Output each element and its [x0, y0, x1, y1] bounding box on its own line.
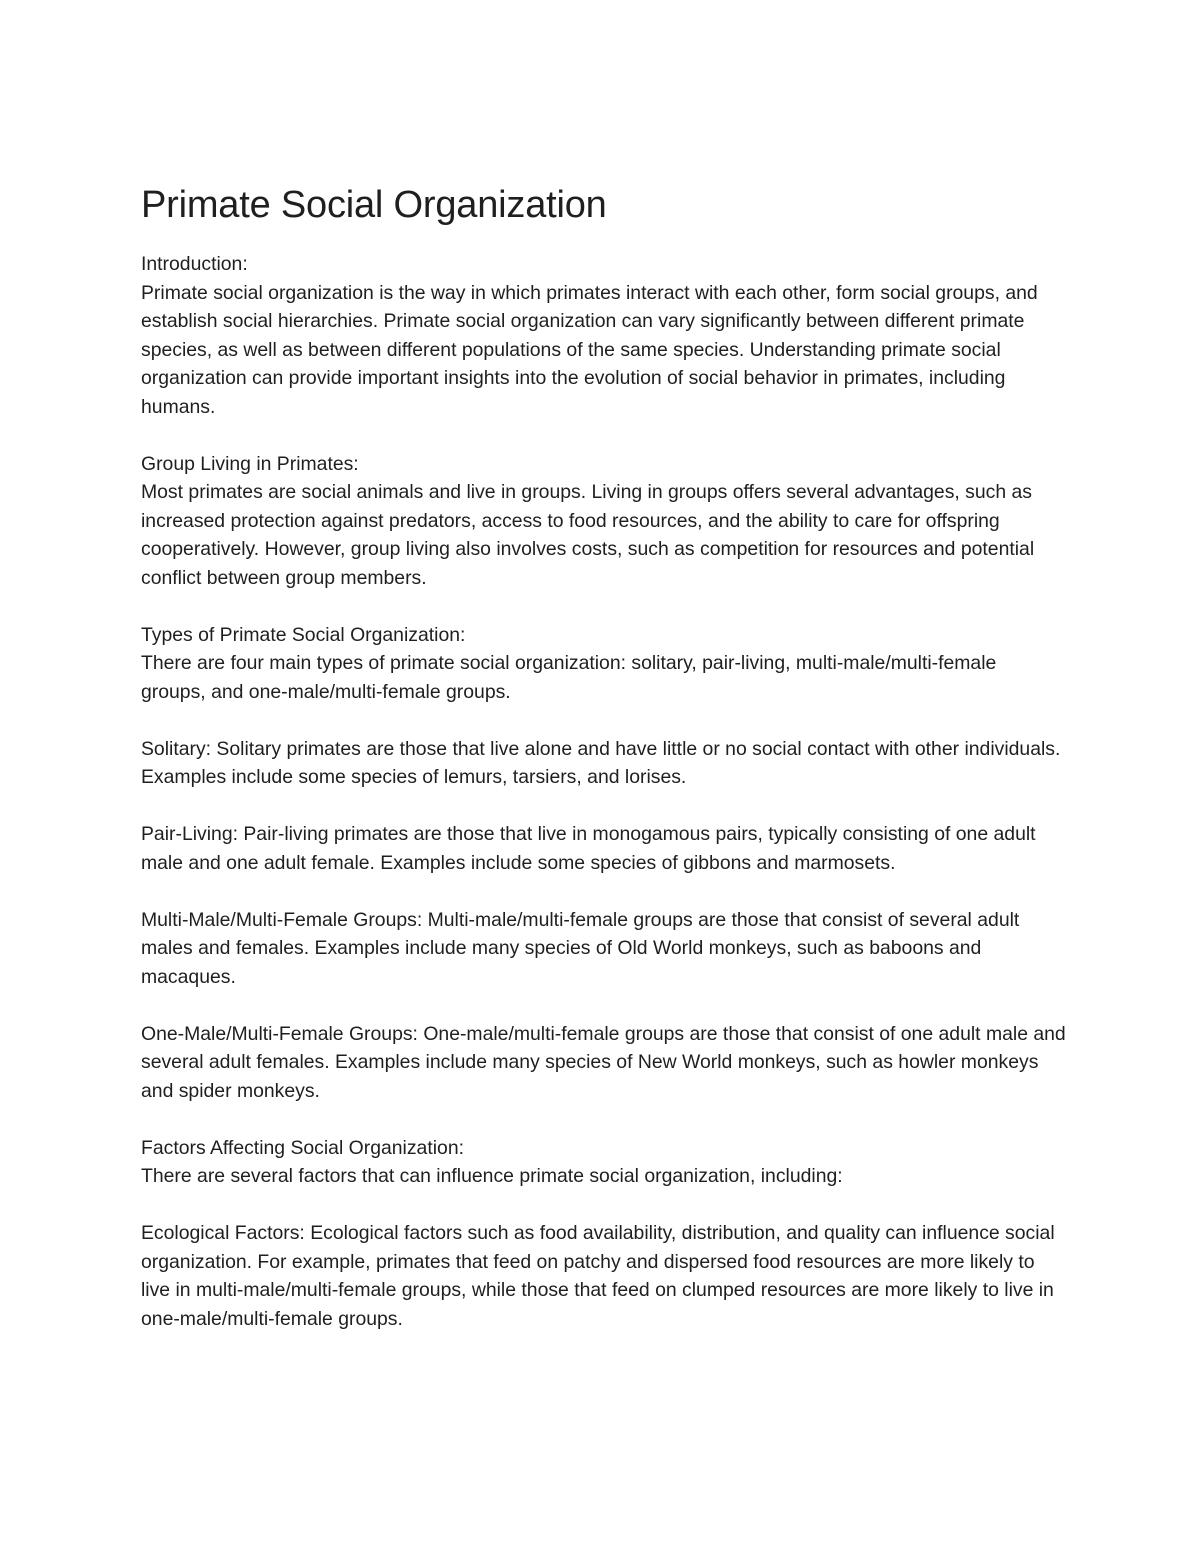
paragraph-solitary: [141, 735, 1066, 792]
section-body: Multi-Male/Multi-Female Groups: Multi-male/multi-female groups are those that consist of several adult males and females. Examples include many species of Old World monkeys, such as baboons and macaques.: [141, 908, 1020, 988]
paragraph-multi-male-multi-female: [141, 906, 1066, 992]
section-heading: Group Living in Primates:: [141, 452, 359, 475]
section-body: Solitary: Solitary primates are those that live alone and have little or no social contact with other individuals. Examples include some species of lemurs, tarsiers, and lorises.: [141, 737, 1061, 788]
paragraph-ecological-factors: [141, 1219, 1066, 1333]
document-page: [141, 182, 1066, 1362]
section-body: Primate social organization is the way in which primates interact with each other, form social groups, and establish social hierarchies. Primate social organization can vary significantly between different primate species, as well as between different populations of the same species. Understanding primate social organization can provide important insights into the evolution of social behavior in primates, including humans.: [141, 281, 1038, 418]
section-heading: Introduction:: [141, 253, 248, 275]
section-body: Ecological Factors: Ecological factors such as food availability, distribution, and quality can influence social organization. For example, primates that feed on patchy and dispersed food resources are more likely to live in multi-male/multi-female groups, while those that feed on clumped resources are more likely to live in one-male/multi-female groups.: [141, 1222, 1055, 1330]
section-body: There are several factors that can influence primate social organization, including:: [141, 1165, 843, 1187]
paragraph-pair-living: [141, 820, 1066, 877]
section-heading: Types of Primate Social Organization:: [141, 623, 466, 646]
section-body: One-Male/Multi-Female Groups: One-male/multi-female groups are those that consist of one adult male and several adult females. Examples include many species of New World monkeys, such as howler monkeys and spider monkeys.: [141, 1022, 1066, 1102]
section-body: There are four main types of primate social organization: solitary, pair-living, multi-male/multi-female groups, and one-male/multi-female groups.: [141, 652, 997, 703]
section-body: Most primates are social animals and live in groups. Living in groups offers several advantages, such as increased protection against predators, access to food resources, and the ability to care for offspring cooperatively. However, group living also involves costs, such as competition for resources and potential conflict between group members.: [141, 481, 1035, 589]
section-body: Pair-Living: Pair-living primates are those that live in monogamous pairs, typically consisting of one adult male and one adult female. Examples include some species of gibbons and marmosets.: [141, 823, 1036, 874]
section-factors: [141, 1134, 1066, 1191]
section-introduction: [141, 250, 1066, 421]
section-types: [141, 621, 1066, 707]
document-title: Primate Social Organization: [141, 184, 607, 226]
section-heading: Factors Affecting Social Organization:: [141, 1136, 464, 1159]
paragraph-one-male-multi-female: [141, 1020, 1066, 1106]
section-group-living: [141, 450, 1066, 593]
